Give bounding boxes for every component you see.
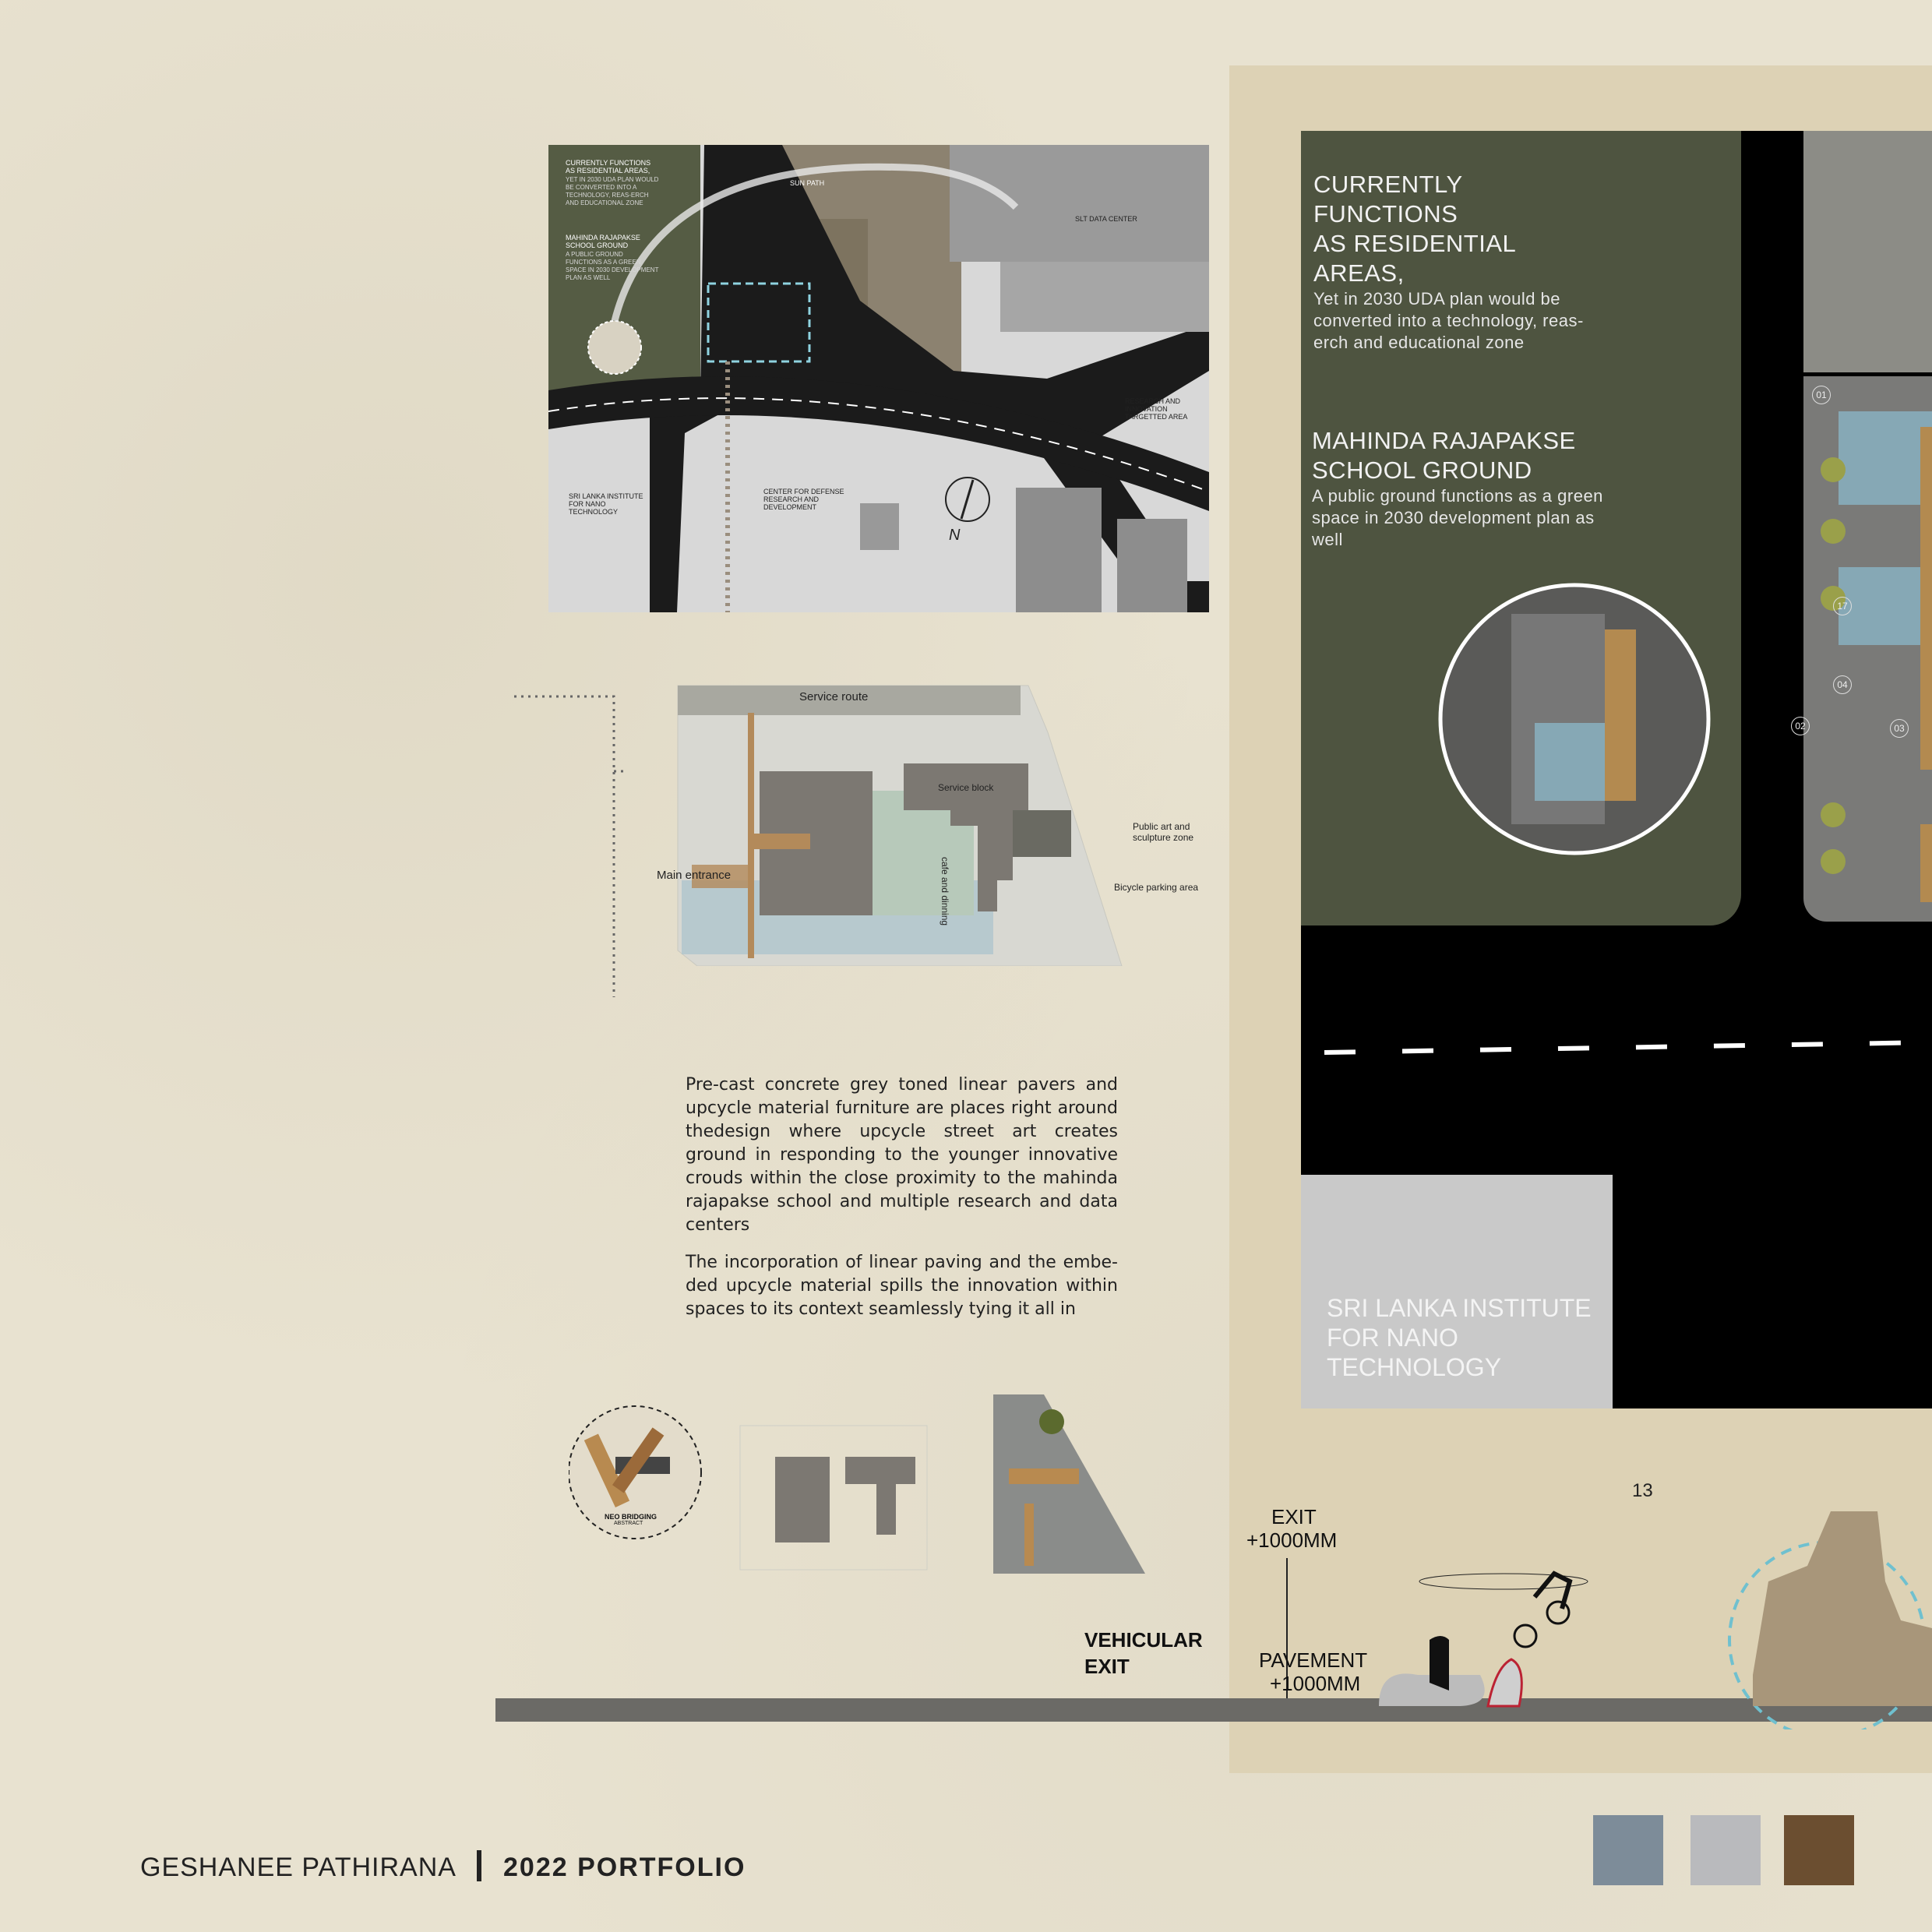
map-school-text: A PUBLIC GROUND FUNCTIONS AS A GREEN SPACE IN 2030 DEVELOPMENT PLAN AS WELL (566, 251, 659, 281)
neo-bridging-abstract: ABSTRACT (614, 1521, 643, 1526)
pavement-title: PAVEMENT (1259, 1648, 1368, 1672)
vehicular-exit-label (1084, 1628, 1203, 1678)
residential-title-1: CURRENTLY FUNCTIONS (1313, 171, 1463, 227)
material-swatch-blue (1593, 1815, 1663, 1885)
slint-line-3: TECHNOLOGY (1327, 1353, 1502, 1381)
plan-service-route: Service route (799, 690, 869, 703)
map-slt-data-center: SLT DATA CENTER (1075, 215, 1137, 223)
exit-level: +1000MM (1246, 1528, 1338, 1552)
leader-lines (514, 693, 623, 1005)
map-defense-center: CENTER FOR DEFENSE RESEARCH AND DEVELOPMENT (763, 488, 844, 511)
residential-title-2: AS RESIDENTIAL AREAS, (1313, 230, 1516, 287)
plan-main-entrance: Main entrance (657, 869, 732, 882)
marker-17: 17 (1833, 597, 1852, 615)
street-section (483, 1480, 1932, 1729)
slint-label (1327, 1293, 1592, 1382)
vehicular-line-2: EXIT (1084, 1655, 1130, 1678)
map-research-area: RESEARCH AND INNOVATION TARGETTED AREA (1125, 397, 1188, 421)
school-title-1: MAHINDA RAJAPAKSE (1312, 427, 1576, 454)
description-text (686, 1074, 1118, 1335)
school-block (1312, 426, 1608, 551)
vehicular-line-1: VEHICULAR (1084, 1628, 1203, 1652)
map-slint: SRI LANKA INSTITUTE FOR NANO TECHNOLOGY (569, 492, 643, 516)
slint-line-1: SRI LANKA INSTITUTE (1327, 1294, 1592, 1322)
footer-divider (477, 1850, 481, 1881)
exit-label (1246, 1505, 1338, 1552)
slint-line-2: FOR NANO (1327, 1324, 1458, 1352)
description-paragraph-2: The incorporation of linear paving and the embe-ded upcycle material spills the innovation within spaces to its context seamlessly tying it all in (686, 1253, 1118, 1319)
neo-bridging-label: NEO BRIDGING (605, 1513, 658, 1521)
plan-public-art: Public art and sculpture zone (1133, 821, 1194, 843)
school-title-2: SCHOOL GROUND (1312, 457, 1532, 484)
map-residential-text: YET IN 2030 UDA PLAN WOULD BE CONVERTED INTO A TECHNOLOGY, REAS-ERCH AND EDUCATIONAL ZONE (566, 176, 659, 206)
marker-03: 03 (1890, 719, 1909, 738)
portfolio-title: 2022 PORTFOLIO (503, 1853, 746, 1882)
map-residential-title: CURRENTLY FUNCTIONS AS RESIDENTIAL AREAS, (566, 159, 651, 175)
plan-cafe: cafe and dinning (940, 857, 950, 926)
page-number: 13 (1632, 1480, 1653, 1501)
map-north-label: N (949, 527, 961, 544)
school-text: A public ground functions as a green space in 2030 development plan as well (1312, 486, 1603, 549)
residential-block (1313, 170, 1609, 354)
plan-bicycle-parking: Bicycle parking area (1114, 882, 1199, 893)
marker-01: 01 (1812, 386, 1831, 404)
pavement-level: +1000MM (1270, 1672, 1361, 1695)
description-paragraph-1: Pre-cast concrete grey toned linear pavers and upcycle material furniture are places right around thedesign where upcycle street art creates ground in responding to the younger innovative crouds within the close proximity to the mahinda rajapakse school and multiple research and data centers (686, 1075, 1118, 1235)
map-school-title: MAHINDA RAJAPAKSE SCHOOL GROUND (566, 234, 640, 249)
material-swatch-wood (1784, 1815, 1854, 1885)
site-plan-drawing (623, 670, 1153, 966)
exit-title: EXIT (1271, 1505, 1317, 1528)
marker-04: 04 (1833, 675, 1852, 694)
pavement-label (1259, 1648, 1367, 1695)
map-sun-path: SUN PATH (790, 179, 825, 187)
plan-service-block: Service block (938, 782, 994, 793)
material-swatch-grey (1690, 1815, 1761, 1885)
marker-02: 02 (1791, 717, 1810, 735)
site-context-map (548, 145, 1209, 612)
author-name: GESHANEE PATHIRANA (140, 1853, 457, 1882)
residential-text: Yet in 2030 UDA plan would be converted into a technology, reas-erch and educational zone (1313, 289, 1584, 352)
